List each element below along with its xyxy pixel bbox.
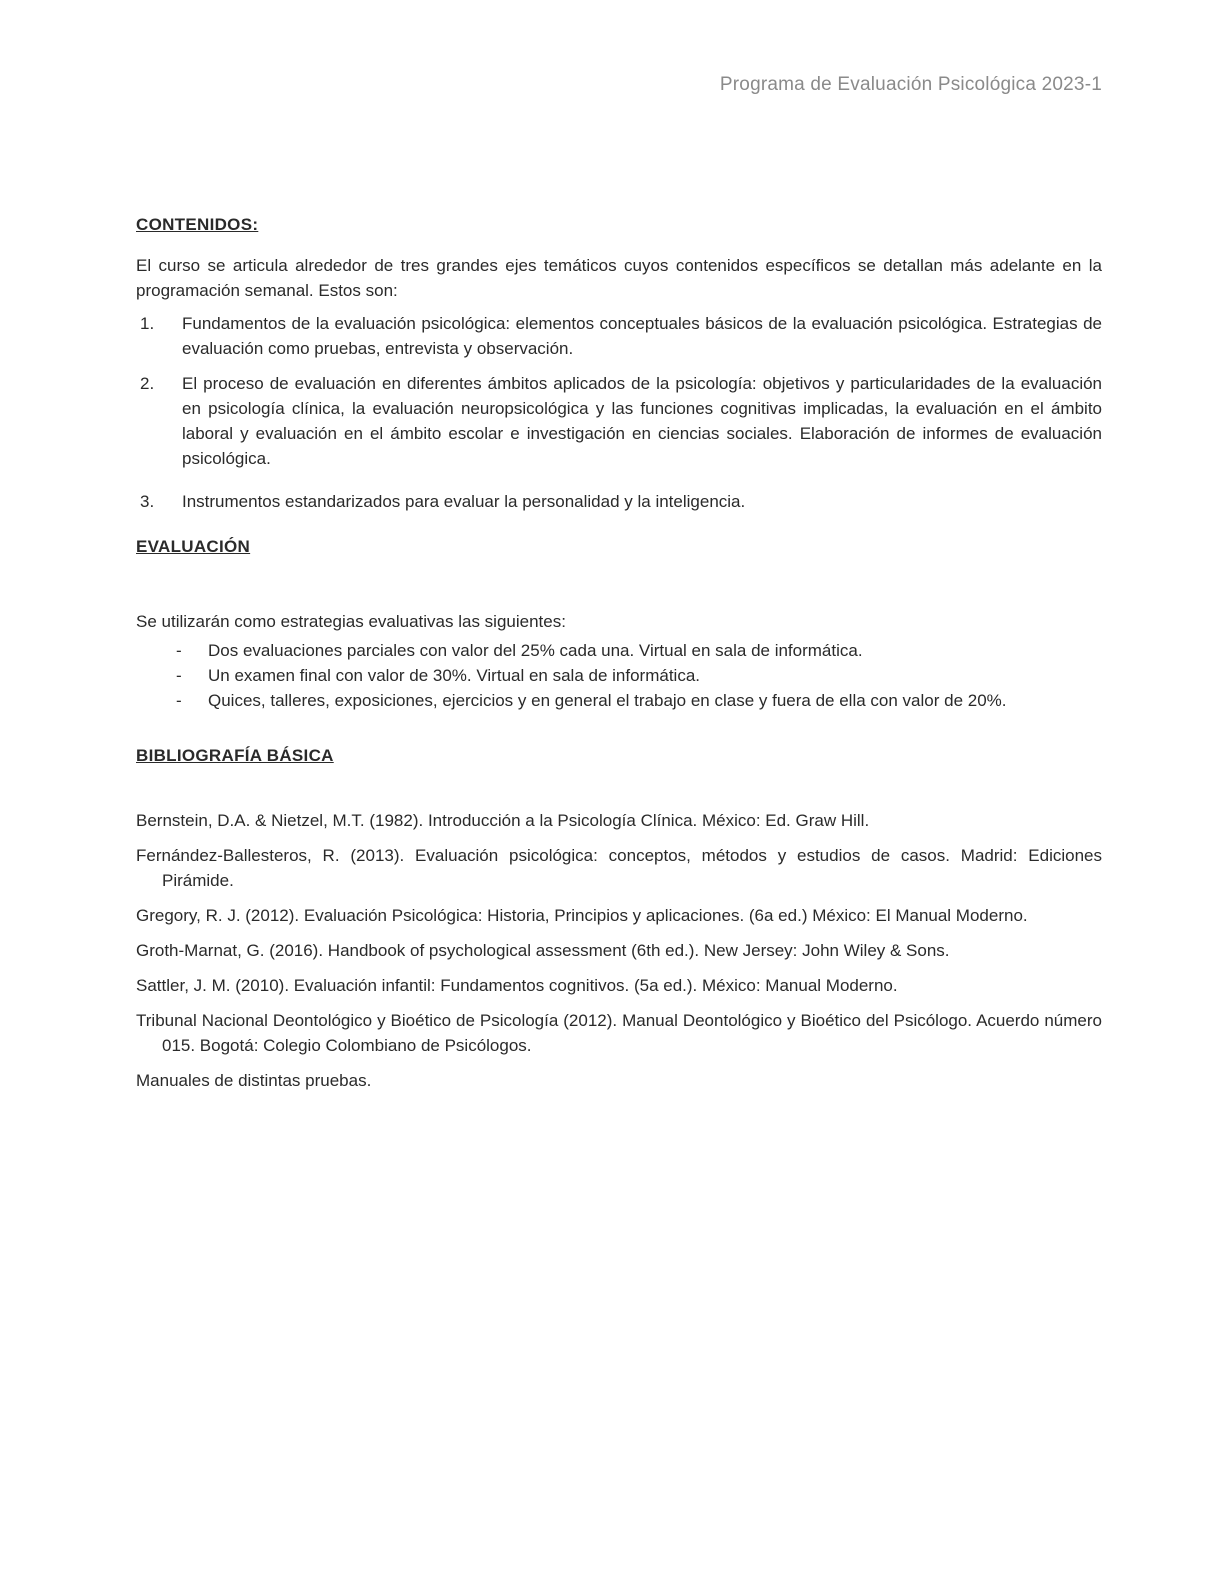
page-header: Programa de Evaluación Psicológica 2023-1 [719,74,1102,95]
list-item [136,638,1102,663]
list-number: 1. [140,314,155,333]
reference-entry: Fernández-Ballesteros, R. (2013). Evaluación psicológica: conceptos, métodos y estudios de casos. Madrid: Ediciones Pirámide. [136,846,1102,890]
bibliografia-title: BIBLIOGRAFÍA BÁSICA [136,746,334,765]
list-dash: - [176,691,182,710]
list-item [136,489,1102,514]
reference-entry: Tribunal Nacional Deontológico y Bioético de Psicología (2012). Manual Deontológico y Bioético del Psicólogo. Acuerdo número 015. Bogotá: Colegio Colombiano de Psicólogos. [136,1011,1102,1055]
list-dash: - [176,641,182,660]
contenidos-list [136,311,1102,514]
list-item-text: Instrumentos estandarizados para evaluar la personalidad y la inteligencia. [182,492,746,511]
reference-entry: Manuales de distintas pruebas. [136,1071,372,1090]
evaluacion-list [136,638,1102,713]
list-item [136,688,1102,713]
list-number: 2. [140,374,155,393]
list-item-text: El proceso de evaluación en diferentes ámbitos aplicados de la psicología: objetivos y particularidades de la evaluación en psicología clínica, la evaluación neuropsicológica y las funciones cognitivas implicadas, la evaluación en el ámbito laboral y evaluación en el ámbito escolar e investigación en ciencias sociales. Elaboración de informes de evaluación psicológica. [182,374,1102,468]
list-item [136,663,1102,688]
list-number: 3. [140,492,155,511]
evaluacion-title: EVALUACIÓN [136,537,251,556]
reference-entry: Sattler, J. M. (2010). Evaluación infantil: Fundamentos cognitivos. (5a ed.). México: Manual Moderno. [136,976,898,995]
document-body [136,212,1102,1103]
list-item [136,371,1102,471]
reference-entry: Gregory, R. J. (2012). Evaluación Psicológica: Historia, Principios y aplicaciones. (6a ed.) México: El Manual Moderno. [136,906,1028,925]
list-item-text: Dos evaluaciones parciales con valor del 25% cada una. Virtual en sala de informática. [208,641,863,660]
reference-entry: Groth-Marnat, G. (2016). Handbook of psychological assessment (6th ed.). New Jersey: John Wiley & Sons. [136,941,950,960]
list-item [136,311,1102,361]
contenidos-intro: El curso se articula alrededor de tres grandes ejes temáticos cuyos contenidos específicos se detallan más adelante en la programación semanal. Estos son: [136,256,1102,300]
list-item-text: Quices, talleres, exposiciones, ejercicios y en general el trabajo en clase y fuera de ella con valor de 20%. [208,691,1007,710]
evaluacion-intro: Se utilizarán como estrategias evaluativas las siguientes: [136,612,566,631]
reference-entry: Bernstein, D.A. & Nietzel, M.T. (1982). Introducción a la Psicología Clínica. México: Ed. Graw Hill. [136,811,870,830]
contenidos-title: CONTENIDOS: [136,215,259,234]
list-dash: - [176,666,182,685]
list-item-text: Fundamentos de la evaluación psicológica: elementos conceptuales básicos de la evaluación psicológica. Estrategias de evaluación como pruebas, entrevista y observación. [182,314,1102,358]
list-item-text: Un examen final con valor de 30%. Virtual en sala de informática. [208,666,701,685]
